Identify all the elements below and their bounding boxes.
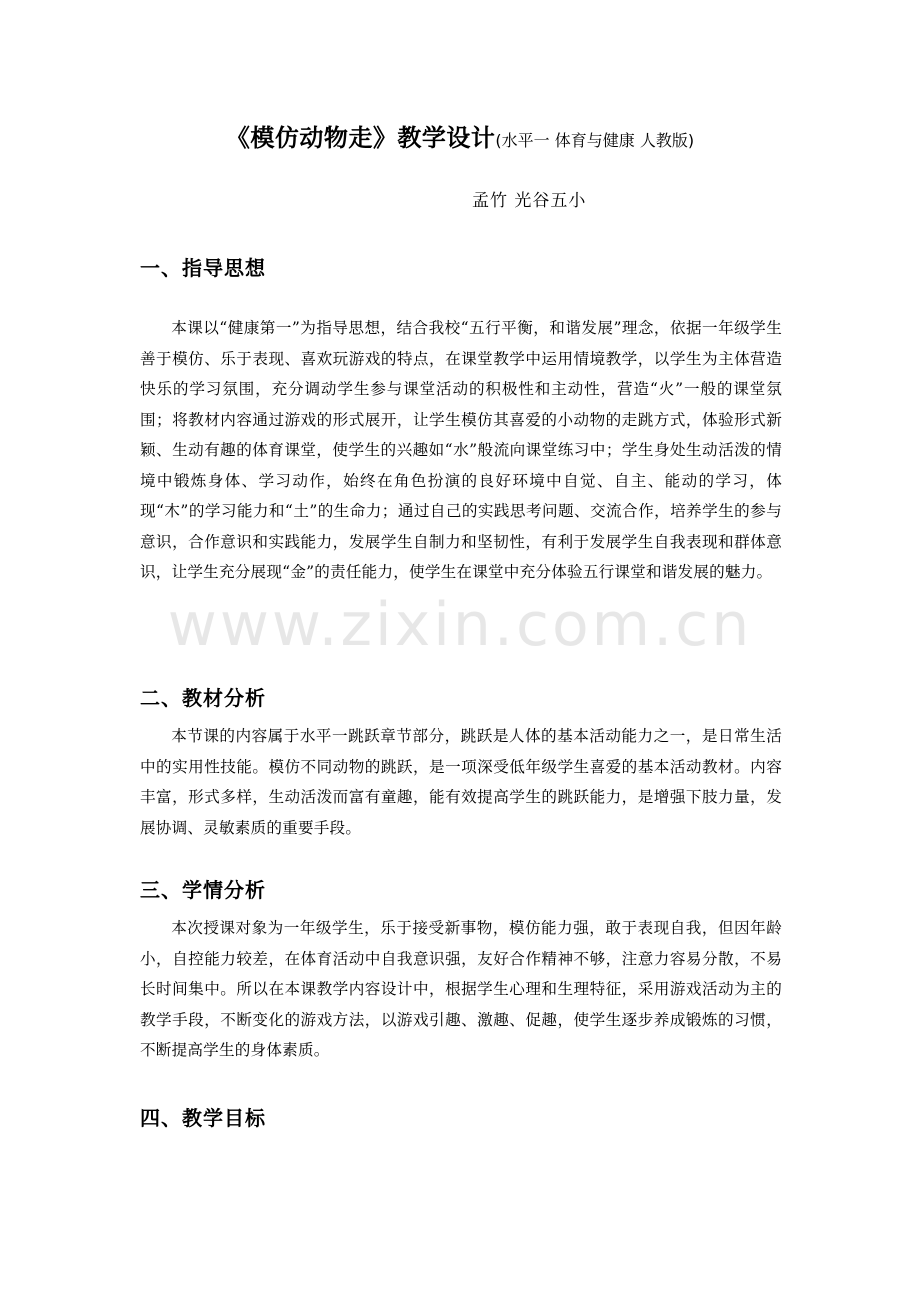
section-body-student-analysis: 本次授课对象为一年级学生，乐于接受新事物，模仿能力强，敢于表现自我，但因年龄小，自控能力较差，在体育活动中自我意识强，友好合作精神不够，注意力容易分散，不易长时间集中。所以在本课教学内容设计中，根据学生心理和生理特征，采用游戏活动为主的教学手段，不断变化的游戏方法，以游戏引趣、激趣、促趣，使学生逐步养成锻炼的习惯，不断提高学生的身体素质。 [140, 919, 782, 1059]
title-main: 《模仿动物走》教学设计 [225, 124, 496, 152]
section-body-material-analysis: 本节课的内容属于水平一跳跃章节部分，跳跃是人体的基本活动能力之一，是日常生活中的实用性技能。模仿不同动物的跳跃，是一项深受低年级学生喜爱的基本活动教材。内容丰富，形式多样，生动活泼而富有童趣，能有效提高学生的跳跃能力，是增强下肢力量，发展协调、灵敏素质的重要手段。 [140, 727, 782, 837]
watermark: www.zixin.com.cn [167, 590, 753, 660]
section-heading-guiding-ideology: 一、指导思想 [140, 256, 266, 280]
section-heading-teaching-objectives: 四、教学目标 [140, 1106, 266, 1130]
section-body-guiding-ideology: 本课以“健康第一”为指导思想，结合我校“五行平衡，和谐发展”理念，依据一年级学生善于模仿、乐于表现、喜欢玩游戏的特点，在课堂教学中运用情境教学，以学生为主体营造快乐的学习氛围，充分调动学生参与课堂活动的积极性和主动性，营造“火”一般的课堂氛围；将教材内容通过游戏的形式展开，让学生模仿其喜爱的小动物的走跳方式，体验形式新颖、生动有趣的体育课堂，使学生的兴趣如“水”般流向课堂练习中；学生身处生动活泼的情境中锻炼身体、学习动作，始终在角色扮演的良好环境中自觉、自主、能动的学习，体现“木”的学习能力和“土”的生命力；通过自己的实践思考问题、交流合作，培养学生的参与意识，合作意识和实践能力，发展学生自制力和坚韧性，有利于发展学生自我表现和群体意识，让学生充分展现“金”的责任能力，使学生在课堂中充分体验五行课堂和谐发展的魅力。 [140, 319, 782, 581]
title-subtitle: (水平一 体育与健康 人教版) [495, 131, 695, 150]
section-heading-student-analysis: 三、学情分析 [140, 878, 266, 902]
document-title [0, 118, 920, 153]
section-heading-material-analysis: 二、教材分析 [140, 686, 266, 710]
author-line: 孟竹 光谷五小 [472, 191, 587, 211]
